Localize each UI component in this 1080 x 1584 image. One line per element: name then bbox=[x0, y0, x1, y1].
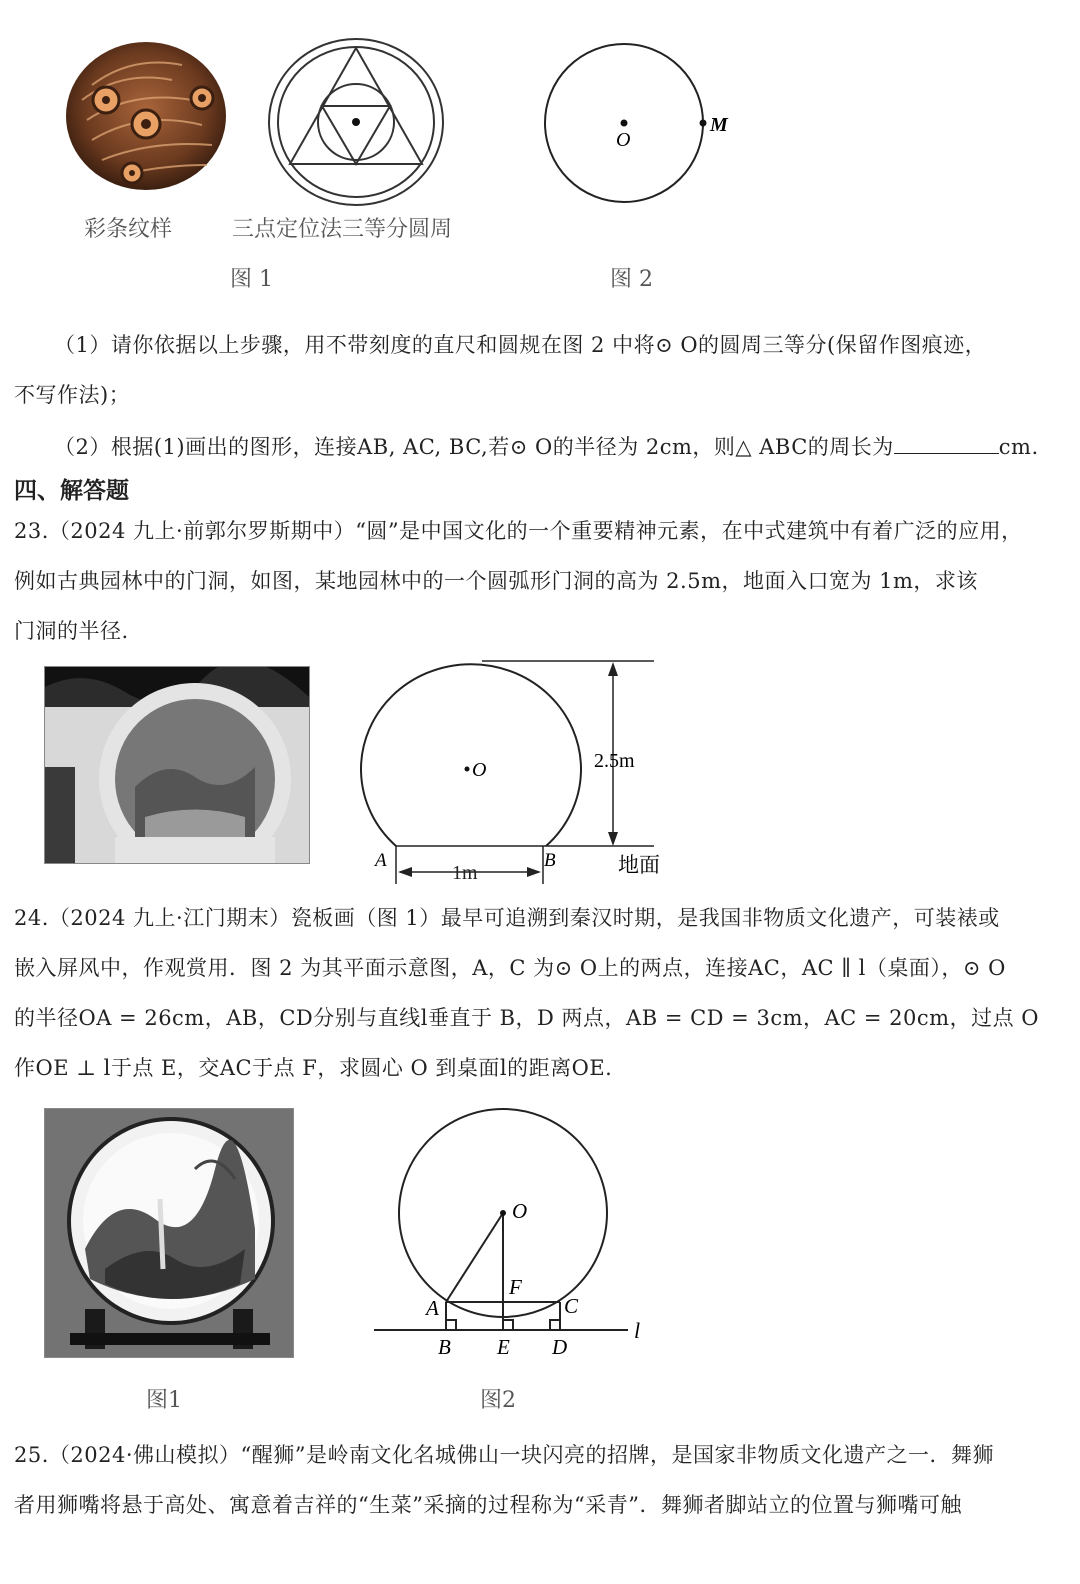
center-label-o: O bbox=[472, 759, 487, 781]
figure-2-circle bbox=[540, 40, 750, 208]
width-label: 1m bbox=[452, 862, 478, 884]
fig2-point-o: O bbox=[616, 129, 631, 151]
q22-part1 bbox=[14, 320, 1064, 420]
fig2-label: 图 2 bbox=[610, 267, 653, 292]
q23-line1: 23.（2024 九上·前郭尔罗斯期中）“圆”是中国文化的一个重要精神元素，在中式建筑中有着广泛的应用， bbox=[14, 519, 1023, 543]
q22-part1-line2: 不写作法)； bbox=[14, 383, 131, 407]
trisection-diagram bbox=[266, 36, 448, 208]
label-d: D bbox=[552, 1335, 568, 1359]
point-a-label: A bbox=[375, 850, 387, 871]
label-b: B bbox=[438, 1335, 451, 1359]
label-o: O bbox=[512, 1199, 528, 1223]
question-25 bbox=[14, 1430, 1064, 1530]
fig2-point-m: M bbox=[710, 114, 728, 136]
q22-part2-suffix: cm. bbox=[998, 435, 1039, 459]
fig1-caption-right: 三点定位法三等分圆周 bbox=[232, 217, 453, 242]
q22-part2 bbox=[14, 422, 1064, 472]
fig1-label: 图 1 bbox=[230, 267, 273, 292]
q24-line3: 的半径OA = 26cm，AB，CD分别与直线l垂直于 B，D 两点，AB = CD = 3cm，AC = 20cm，过点 O bbox=[14, 1006, 1039, 1030]
fig1-caption-left: 彩条纹样 bbox=[84, 217, 173, 242]
label-l: l bbox=[634, 1318, 641, 1343]
height-label: 2.5m bbox=[594, 750, 635, 772]
label-c: C bbox=[564, 1294, 579, 1318]
q23-line2: 例如古典园林中的门洞，如图，某地园林中的一个圆弧形门洞的高为 2.5m，地面入口宽为 1m，求该 bbox=[14, 569, 978, 593]
q24-line4: 作OE ⊥ l于点 E，交AC于点 F，求圆心 O 到桌面l的距离OE. bbox=[14, 1056, 613, 1080]
q25-line2: 者用狮嘴将悬于高处、寓意着吉祥的“生菜”采摘的过程称为“采青”．舞狮者脚站立的位置与狮嘴可触 bbox=[14, 1493, 962, 1517]
moon-gate-photo bbox=[44, 666, 310, 864]
striped-pattern-image bbox=[62, 40, 230, 198]
point-b-label: B bbox=[544, 850, 556, 871]
label-e: E bbox=[497, 1335, 510, 1359]
ground-label: 地面 bbox=[618, 853, 660, 877]
porcelain-plate-photo bbox=[44, 1108, 294, 1358]
q22-part2-prefix: （2）根据(1)画出的图形，连接AB, AC, BC,若⊙ O的半径为 2cm，则△ ABC的周长为 bbox=[54, 435, 894, 459]
q22-part1-line1: （1）请你依据以上步骤，用不带刻度的直尺和圆规在图 2 中将⊙ O的圆周三等分(保留作图痕迹， bbox=[54, 333, 987, 357]
moon-gate-diagram bbox=[350, 652, 680, 892]
q24-fig1-label: 图1 bbox=[146, 1388, 182, 1413]
q24-fig2-label: 图2 bbox=[480, 1388, 516, 1413]
q24-line1: 24.（2024 九上·江门期末）瓷板画（图 1）最早可追溯到秦汉时期，是我国非物质文化遗产，可装裱或 bbox=[14, 906, 1000, 930]
q25-line1: 25.（2024·佛山模拟）“醒狮”是岭南文化名城佛山一块闪亮的招牌，是国家非物质文化遗产之一．舞狮 bbox=[14, 1443, 994, 1467]
label-a: A bbox=[426, 1296, 439, 1320]
question-24 bbox=[14, 893, 1064, 1093]
plate-geometry-diagram bbox=[366, 1098, 666, 1366]
section-title: 四、解答题 bbox=[14, 478, 129, 504]
label-f: F bbox=[509, 1275, 522, 1299]
q24-line2: 嵌入屏风中，作观赏用．图 2 为其平面示意图，A，C 为⊙ O上的两点，连接AC，AC ∥ l（桌面），⊙ O bbox=[14, 956, 1006, 980]
q23-line3: 门洞的半径. bbox=[14, 619, 129, 643]
answer-blank[interactable] bbox=[894, 431, 999, 454]
question-23 bbox=[14, 506, 1064, 656]
